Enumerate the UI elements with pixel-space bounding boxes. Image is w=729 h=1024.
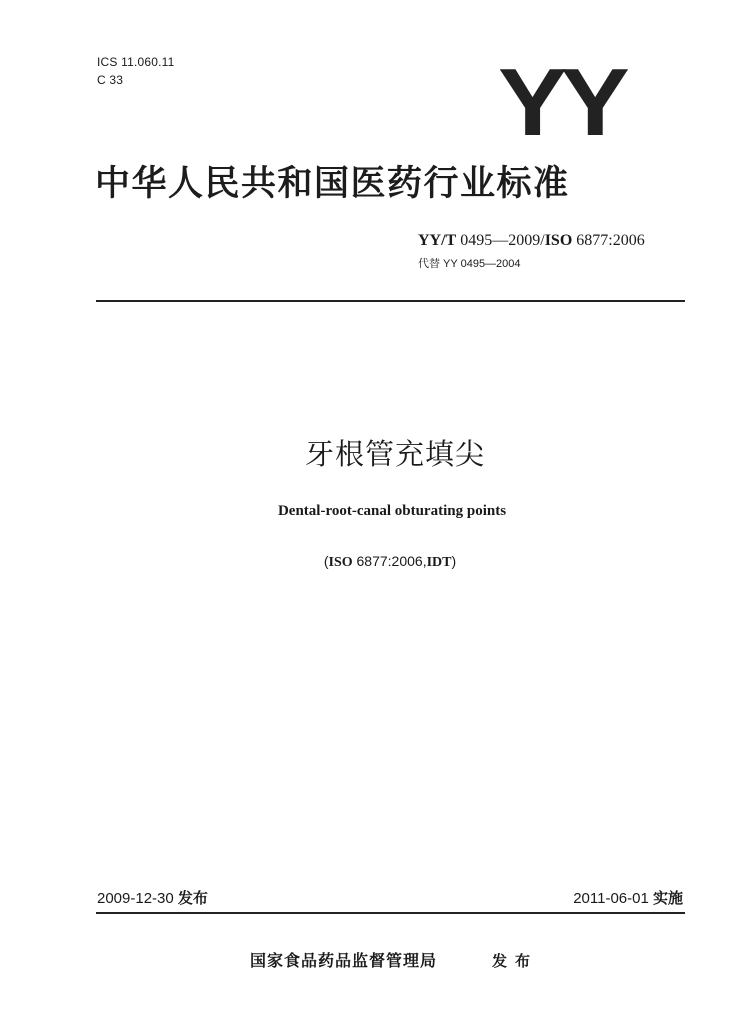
implementation-date xyxy=(573,889,683,909)
idt-label: IDT xyxy=(426,555,452,570)
issue-date-value: 2009-12-30 xyxy=(97,890,174,907)
english-title: Dental-root-canal obturating points xyxy=(277,503,507,519)
iso-equivalence xyxy=(0,552,729,572)
replaces-standard: 代替 YY 0495—2004 xyxy=(418,258,521,270)
classification-codes xyxy=(97,54,175,90)
issuing-authority: 国家食品药品监督管理局 xyxy=(250,951,438,970)
publish-label: 发布 xyxy=(492,952,539,970)
implementation-date-label: 实施 xyxy=(652,890,683,907)
iso-number-year: 6877:2006 xyxy=(572,232,645,249)
standard-number-year: 0495—2009/ xyxy=(456,232,545,249)
iso-label: ISO xyxy=(328,555,353,570)
yy-logo: YY xyxy=(498,49,624,156)
organization-title: 中华人民共和国医药行业标准 xyxy=(95,164,570,204)
issue-date-label: 发布 xyxy=(177,890,208,907)
iso-ref-number: 6877:2006, xyxy=(352,553,427,569)
top-divider xyxy=(96,300,685,302)
chinese-title: 牙根管充填尖 xyxy=(304,437,485,471)
issue-date xyxy=(97,889,208,909)
implementation-date-value: 2011-06-01 xyxy=(573,890,649,907)
ics-code: ICS 11.060.11 xyxy=(97,55,175,69)
bottom-divider xyxy=(96,912,685,914)
iso-paren-close: ) xyxy=(451,553,457,569)
ccs-code: C 33 xyxy=(97,73,124,87)
standard-number xyxy=(418,231,645,251)
iso-prefix: ISO xyxy=(544,232,573,249)
iso-paren-open: ( xyxy=(323,553,329,569)
standard-prefix: YY/T xyxy=(418,232,457,249)
